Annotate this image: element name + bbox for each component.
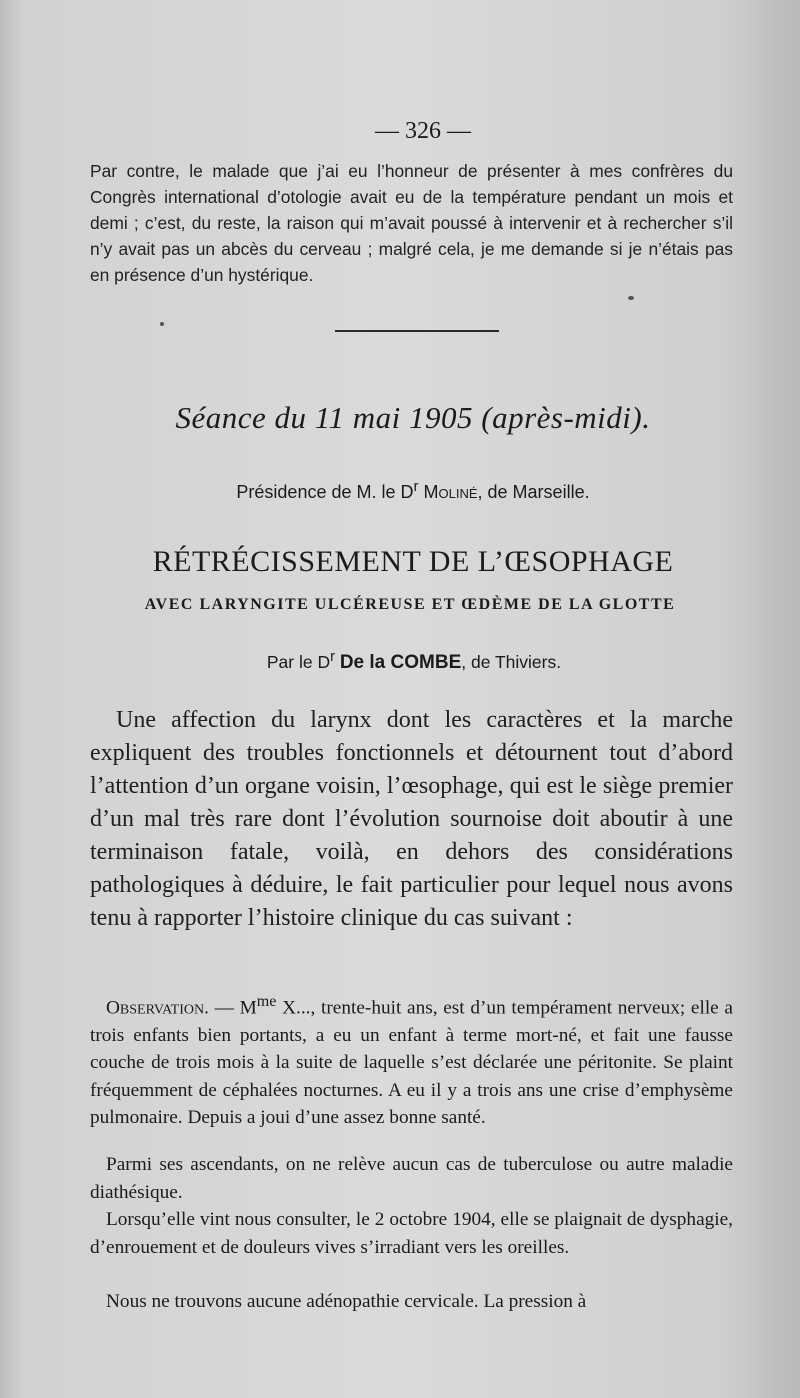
observation-sup: me	[256, 993, 277, 1010]
intro-paragraph: Par contre, le malade que j’ai eu l’honneur de présenter à mes confrères du Congrès international d’otologie avait eu de la température pendant un mois et demi ; c’est, du reste, la raison qui m’avait poussé à intervenir et à rechercher s’il n’y avait pas un abcès du cerveau ; malgré cela, je me demande si je n’étais pas en présence d’un hystérique.	[90, 161, 733, 285]
ink-smudge	[628, 296, 634, 300]
author-prefix: Par le D	[266, 651, 331, 672]
observation-label: Observation.	[106, 997, 209, 1019]
author-line	[0, 649, 800, 674]
presidency-suffix: , de Marseille.	[477, 482, 590, 502]
adenopathy-paragraph: Nous ne trouvons aucune adénopathie cervicale. La pression à	[106, 1291, 587, 1312]
section-divider	[335, 330, 499, 332]
author-suffix: , de Thiviers.	[461, 651, 562, 672]
author-sup: r	[330, 649, 335, 665]
lead-paragraph: Une affection du larynx dont les caractères et la marche expliquent des troubles fonctionnels et détournent tout d’abord l’attention d’un organe voisin, l’œsophage, qui est le siège premier d’un mal très rare dont l’évolution sournoise doit aboutir à une terminaison fatale, voilà, en dehors des considérations pathologiques à déduire, le fait particulier pour lequel nous avons tenu à rapporter l’histoire clinique du cas suivant :	[90, 707, 733, 931]
observation-paragraph	[90, 988, 733, 1132]
session-heading: Séance du 11 mai 1905 (après-midi).	[175, 400, 651, 435]
presidency-prefix: Présidence de M. le D	[236, 482, 414, 502]
presidency-name: Moliné	[423, 482, 478, 502]
ink-smudge	[160, 322, 164, 326]
page-number: — 326 —	[375, 118, 471, 144]
observation-dash: — M	[208, 997, 257, 1019]
presidency-line	[0, 478, 800, 503]
article-subtitle: AVEC LARYNGITE ULCÉREUSE ET ŒDÈME DE LA GLOTTE	[144, 596, 676, 613]
article-title: RÉTRÉCISSEMENT DE L’ŒSOPHAGE	[152, 545, 674, 578]
author-name: De la COMBE	[339, 651, 462, 673]
observation-text: X..., trente-huit ans, est d’un tempérament nerveux; elle a trois enfants bien portants, a eu un enfant à terme mort-né, et fait une fausse couche de trois mois à la suite de laquelle s’est déclarée une péritonite. Se plaint fréquemment de céphalées nocturnes. A eu il y a trois ans une crise d’emphysème pulmonaire. Depuis a joui d’une assez bonne santé.	[90, 997, 733, 1129]
ascendants-paragraph: Parmi ses ascendants, on ne relève aucun cas de tuberculose ou autre maladie diathésique.	[90, 1154, 733, 1203]
presidency-sup: r	[413, 478, 419, 495]
consultation-paragraph: Lorsqu’elle vint nous consulter, le 2 octobre 1904, elle se plaignait de dysphagie, d’enrouement et de douleurs vives s’irradiant vers les oreilles.	[90, 1209, 733, 1258]
